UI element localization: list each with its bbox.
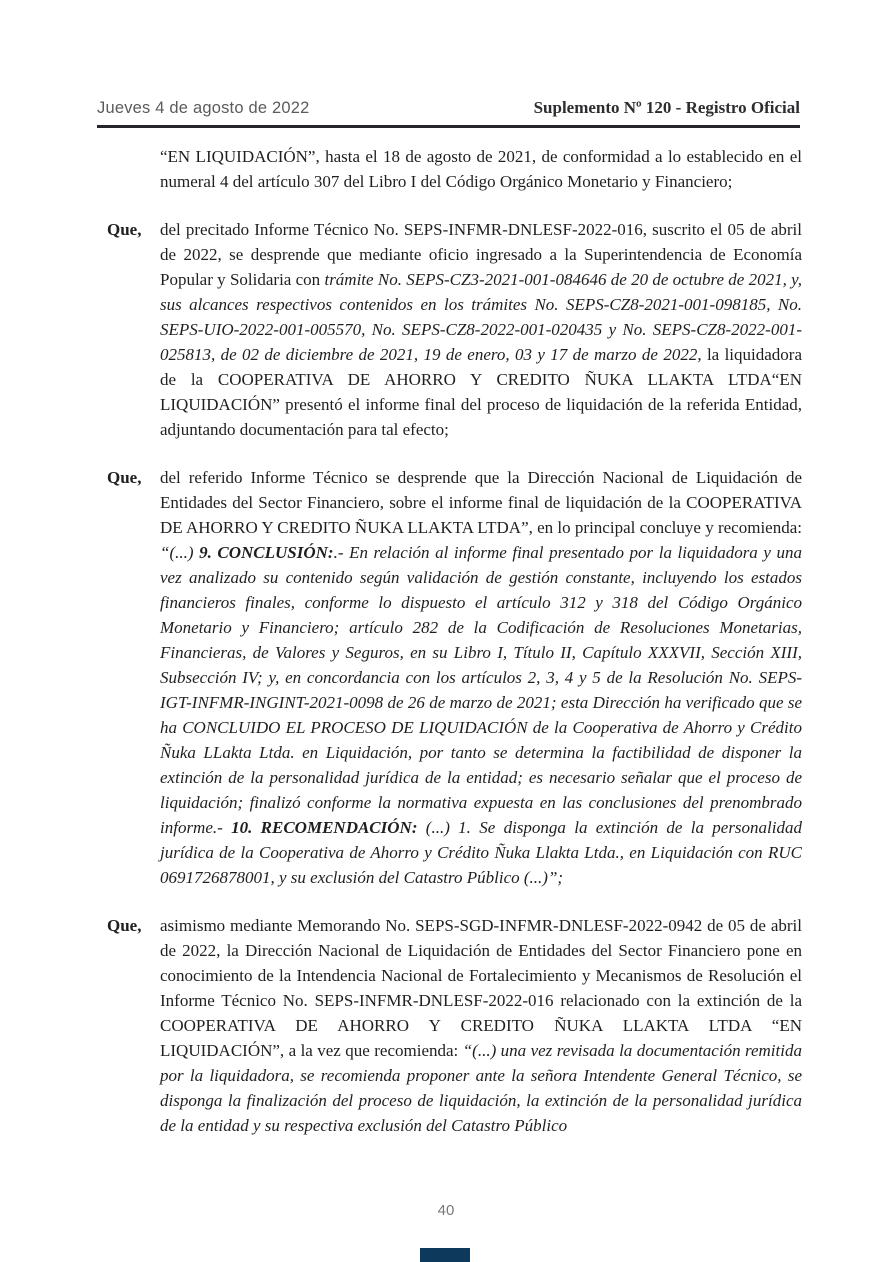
paragraph-text bbox=[160, 913, 802, 1138]
paragraph bbox=[107, 465, 802, 890]
header-edition: Suplemento Nº 120 - Registro Oficial bbox=[533, 98, 800, 117]
text-segment: del referido Informe Técnico se desprende que la Dirección Nacional de Liquidación de Entidades del Sector Financiero, sobre el informe final de liquidación de la COOPERATIVA DE AHORRO Y CREDITO ÑUKA LLAKTA LTDA”, en lo principal concluye y recomienda: bbox=[160, 468, 802, 537]
text-segment: asimismo mediante Memorando No. SEPS-SGD-INFMR-DNLESF-2022-0942 de 05 de abril de 2022, la Dirección Nacional de Liquidación de Entidades del Sector Financiero pone en conocimiento de la Intendencia Nacional de Fortalecimiento y Mecanismos de Resolución el Informe Técnico No. SEPS-INFMR-DNLESF-2022-016 relacionado con la extinción de la COOPERATIVA DE AHORRO Y CREDITO ÑUKA LLAKTA LTDA “EN LIQUIDACIÓN”, a la vez que recomienda: bbox=[160, 916, 802, 1060]
text-segment: .- En relación al informe final presentado por la liquidadora y una vez analizado su contenido según validación de gestión constante, incluyendo los estados financieros finales, conforme lo dispuesto el artículo 312 y 318 del Código Orgánico Monetario y Financiero; artículo 282 de la Codificación de Resoluciones Monetarias, Financieras, de Valores y Seguros, en su Libro I, Título II, Capítulo XXXVII, Sección XIII, Subsección IV; y, en concordancia con los artículos 2, 3, 4 y 5 de la Resolución No. SEPS-IGT-INFMR-INGINT-2021-0098 de 26 de marzo de 2021; esta Dirección ha verificado que se ha CONCLUIDO EL PROCESO DE LIQUIDACIÓN de la Cooperativa de Ahorro y Crédito Ñuka LLakta Ltda. en Liquidación, por tanto se determina la factibilidad de disponer la extinción de la personalidad jurídica de la entidad; es necesario señalar que el proceso de liquidación; finalizó conforme la normativa expuesta en las conclusiones del prenombrado informe.- bbox=[160, 543, 802, 837]
text-segment: 10. RECOMENDACIÓN: bbox=[231, 818, 418, 837]
paragraph bbox=[107, 144, 802, 194]
footer-accent-bar bbox=[420, 1248, 470, 1262]
page-number: 40 bbox=[437, 1202, 455, 1219]
text-segment: (...) 1. Se disponga la extinción de la personalidad jurídica de la Cooperativa de Ahorro y Crédito Ñuka Llakta Ltda., en Liquidación con RUC 0691726878001, y su exclusión del Catastro Público (...)”; bbox=[160, 818, 802, 887]
paragraph-label: Que, bbox=[107, 468, 142, 487]
paragraph bbox=[107, 913, 802, 1138]
text-segment: del precitado Informe Técnico No. SEPS-INFMR-DNLESF-2022-016, suscrito el 05 de abril de 2022, se desprende que mediante oficio ingresado a la Superintendencia de Economía Popular y Solidaria con bbox=[160, 220, 802, 289]
header-date: Jueves 4 de agosto de 2022 bbox=[97, 99, 310, 117]
text-segment: “(...) una vez revisada la documentación remitida por la liquidadora, se recomienda proponer ante la señora Intendente General Técnico, se disponga la finalización del proceso de liquidación, la extinción de la personalidad jurídica de la entidad y su respectiva exclusión del Catastro Público bbox=[160, 1041, 802, 1135]
paragraph-text bbox=[160, 144, 802, 194]
text-segment: “EN LIQUIDACIÓN”, hasta el 18 de agosto de 2021, de conformidad a lo establecido en el numeral 4 del artículo 307 del Libro I del Código Orgánico Monetario y Financiero; bbox=[160, 147, 802, 191]
paragraph-label: Que, bbox=[107, 916, 142, 935]
paragraph-text bbox=[160, 465, 802, 890]
paragraph-text bbox=[160, 217, 802, 442]
header-rule bbox=[97, 125, 800, 128]
document-body bbox=[107, 144, 802, 1190]
paragraph-label bbox=[107, 144, 160, 194]
text-segment: 9. CONCLUSIÓN: bbox=[199, 543, 334, 562]
paragraph bbox=[107, 217, 802, 442]
page-header bbox=[97, 98, 800, 118]
text-segment: trámite No. SEPS-CZ3-2021-001-084646 de 20 de octubre de 2021, y, sus alcances respectivos contenidos en los trámites No. SEPS-CZ8-2021-001-098185, No. SEPS-UIO-2022-001-005570, No. SEPS-CZ8-2022-001-020435 y No. SEPS-CZ8-2022-001-025813, de 02 de diciembre de 2021, 19 de enero, 03 y 17 de marzo de 2022, bbox=[160, 270, 802, 364]
paragraph-label: Que, bbox=[107, 220, 142, 239]
text-segment: “(...) bbox=[160, 543, 200, 562]
text-segment: la liquidadora de la COOPERATIVA DE AHORRO Y CREDITO ÑUKA LLAKTA LTDA“EN LIQUIDACIÓN” presentó el informe final del proceso de liquidación de la referida Entidad, adjuntando documentación para tal efecto; bbox=[160, 345, 802, 439]
